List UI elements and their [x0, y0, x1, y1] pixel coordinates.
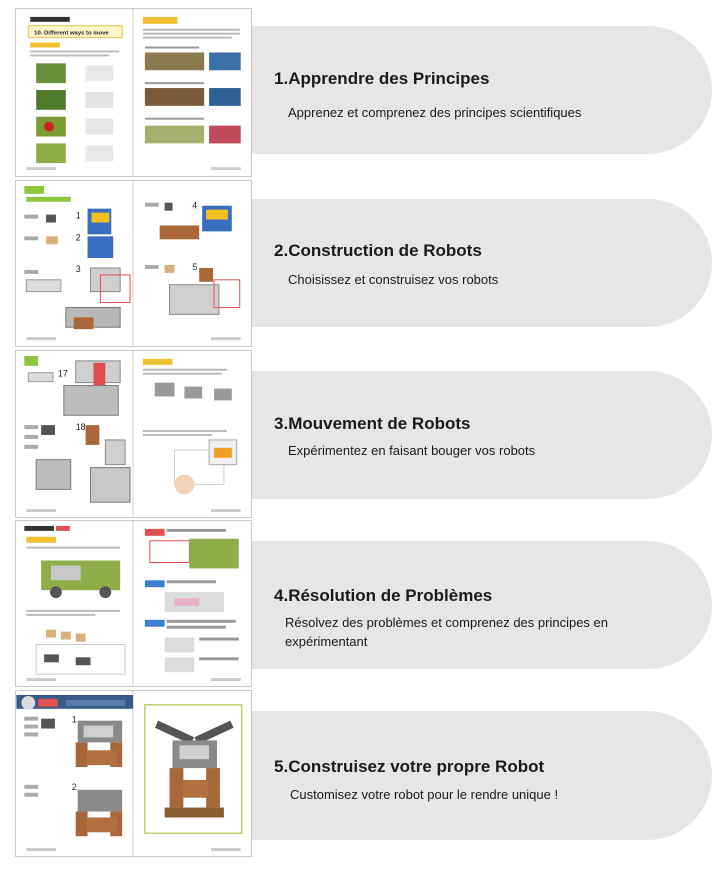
feature-pill-2 — [244, 199, 712, 327]
book-spread-problem-solving — [15, 520, 252, 687]
book-spread-construction-image — [16, 181, 251, 346]
step-number: 18 — [75, 422, 86, 433]
feature-number-5: 5. — [274, 757, 289, 776]
feature-pill-1 — [244, 26, 712, 154]
feature-number-1: 1. — [274, 69, 289, 88]
step-number: 5 — [192, 261, 198, 272]
feature-title-text-3: Mouvement de Robots — [288, 414, 471, 433]
feature-title-text-5: Construisez votre propre Robot — [288, 757, 545, 776]
feature-title-text-2: Construction de Robots — [288, 241, 482, 260]
feature-title-3 — [274, 414, 470, 434]
step-number: 3 — [75, 263, 81, 274]
book-spread-principles-image — [16, 9, 251, 176]
feature-title-4 — [274, 586, 492, 606]
step-number: 1 — [71, 714, 77, 725]
feature-pill-3 — [244, 371, 712, 499]
book-spread-movement — [15, 350, 252, 518]
feature-subtitle-1: Apprenez et comprenez des principes scientifiques — [288, 105, 582, 120]
feature-title-2 — [274, 241, 482, 261]
page-heading: 10. Different ways to move — [34, 30, 109, 37]
book-spread-custom-robot — [15, 690, 252, 857]
book-spread-problem-solving-image — [16, 521, 251, 686]
feature-number-2: 2. — [274, 241, 289, 260]
feature-subtitle-5: Customisez votre robot pour le rendre unique ! — [290, 787, 559, 802]
feature-subtitle-4: Résolvez des problèmes et comprenez des principes en expérimentant — [285, 615, 609, 649]
step-number: 2 — [75, 232, 81, 243]
feature-subtitle-3: Expérimentez en faisant bouger vos robots — [288, 443, 536, 458]
book-spread-custom-robot-image — [16, 691, 251, 856]
feature-title-text-4: Résolution de Problèmes — [288, 586, 493, 605]
step-number: 2 — [71, 781, 77, 792]
feature-number-4: 4. — [274, 586, 289, 605]
step-number: 1 — [75, 210, 81, 221]
feature-title-1 — [274, 69, 489, 89]
step-number: 17 — [57, 368, 68, 379]
book-spread-construction — [15, 180, 252, 347]
book-spread-movement-image — [16, 351, 251, 517]
step-number: 4 — [192, 200, 198, 211]
feature-number-3: 3. — [274, 414, 289, 433]
feature-subtitle-2: Choisissez et construisez vos robots — [288, 272, 499, 287]
feature-title-text-1: Apprendre des Principes — [288, 69, 490, 88]
book-spread-principles — [15, 8, 252, 177]
feature-title-5 — [274, 757, 544, 777]
